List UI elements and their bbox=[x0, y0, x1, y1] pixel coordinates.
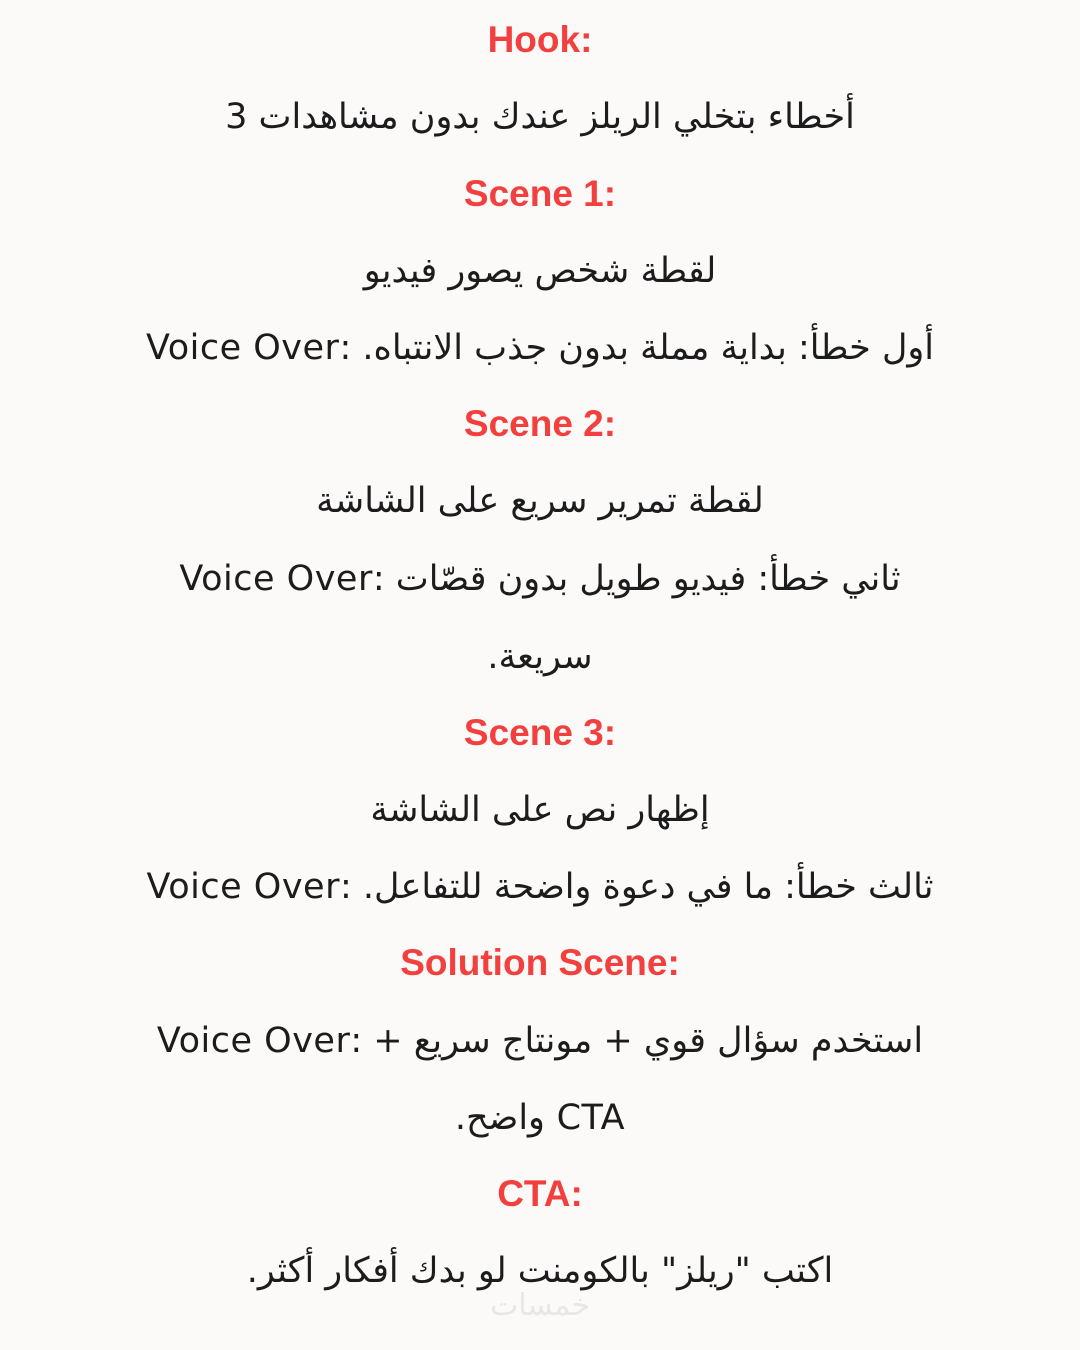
scene-2-voice-over-line-1: ثاني خطأ: فيديو طويل بدون قصّات :Voice Over bbox=[179, 559, 901, 599]
scene-3-shot: إظهار نص على الشاشة bbox=[370, 790, 710, 830]
cta-heading: CTA: bbox=[497, 1173, 583, 1214]
solution-voice-over-line-1: استخدم سؤال قوي + مونتاج سريع + :Voice Over bbox=[156, 1021, 924, 1061]
scene-2-shot: لقطة تمرير سريع على الشاشة bbox=[316, 481, 764, 521]
scene-1-heading: Scene 1: bbox=[463, 173, 617, 214]
hook-heading: Hook: bbox=[487, 19, 593, 60]
solution-scene-heading: Solution Scene: bbox=[400, 942, 680, 983]
scene-3-heading: Scene 3: bbox=[463, 712, 617, 753]
solution-voice-over-line-2: CTA واضح. bbox=[454, 1098, 626, 1138]
hook-text: أخطاء بتخلي الريلز عندك بدون مشاهدات 3 bbox=[225, 97, 855, 137]
scene-2-heading: Scene 2: bbox=[463, 403, 617, 444]
scene-1-shot: لقطة شخص يصور فيديو bbox=[363, 251, 717, 291]
scene-3-voice-over: ثالث خطأ: ما في دعوة واضحة للتفاعل. :Voice Over bbox=[146, 867, 934, 907]
scene-1-voice-over: أول خطأ: بداية مملة بدون جذب الانتباه. :Voice Over bbox=[145, 328, 934, 368]
khamsat-watermark: خمسات bbox=[489, 1288, 591, 1323]
cta-text: اكتب "ريلز" بالكومنت لو بدك أفكار أكثر. bbox=[246, 1251, 834, 1291]
scene-2-voice-over-line-2: سريعة. bbox=[487, 637, 593, 677]
